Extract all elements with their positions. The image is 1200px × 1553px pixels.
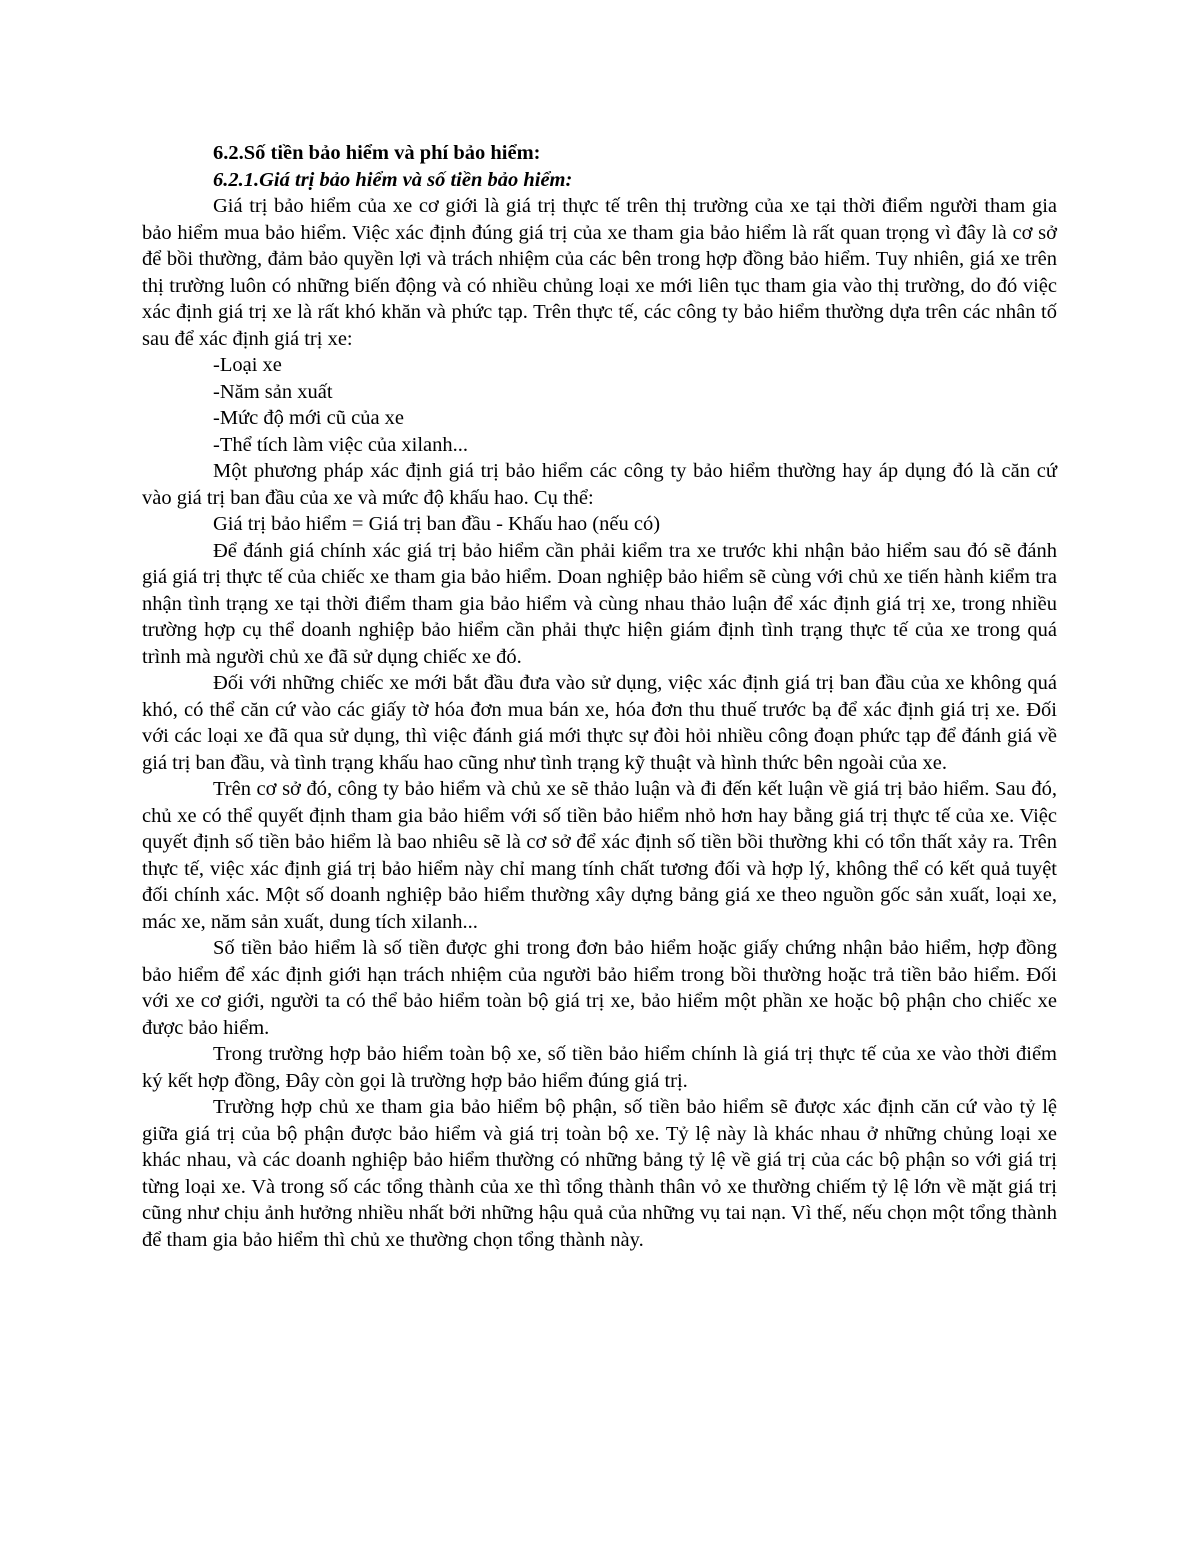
list-item-cylinder-volume: -Thể tích làm việc của xilanh... bbox=[213, 433, 469, 456]
formula-line: Giá trị bảo hiểm = Giá trị ban đầu - Khấu hao (nếu có) bbox=[213, 513, 661, 535]
document-page bbox=[142, 140, 1057, 1253]
paragraph-method: Một phương pháp xác định giá trị bảo hiểm các công ty bảo hiểm thường hay áp dụng đó là căn cứ vào giá trị ban đầu của xe và mức độ khấu hao. Cụ thể: bbox=[142, 460, 1057, 509]
list-item-vehicle-type: -Loại xe bbox=[213, 354, 282, 376]
section-heading: 6.2.Số tiền bảo hiểm và phí bảo hiểm: bbox=[213, 142, 541, 164]
paragraph-new-vehicles: Đối với những chiếc xe mới bắt đầu đưa vào sử dụng, việc xác định giá trị ban đầu của xe không quá khó, có thể căn cứ vào các giấy tờ hóa đơn mua bán xe, hóa đơn thu thuế trước bạ để xác định giá trị xe. Đối với các loại xe đã qua sử dụng, thì việc đánh giá mới thực sự đòi hỏi nhiều công đoạn phức tạp để đánh giá về giá trị ban đầu, và tình trạng khấu hao cũng như tình trạng kỹ thuật và hình thức bên ngoài của xe. bbox=[142, 672, 1057, 774]
subsection-heading: 6.2.1.Giá trị bảo hiểm và số tiền bảo hiểm: bbox=[213, 168, 573, 191]
paragraph-partial-insurance: Trường hợp chủ xe tham gia bảo hiểm bộ phận, số tiền bảo hiểm sẽ được xác định căn cứ vào tỷ lệ giữa giá trị của bộ phận được bảo hiểm và giá trị toàn bộ xe. Tỷ lệ này là khác nhau ở những chủng loại xe khác nhau, và các doanh nghiệp bảo hiểm thường có những bảng tỷ lệ về giá trị của các bộ phận so với giá trị từng loại xe. Và trong số các tổng thành của xe thì tổng thành thân vỏ xe thường chiếm tỷ lệ lớn về mặt giá trị cũng như chịu ảnh hưởng nhiều nhất bởi những hậu quả của những vụ tai nạn. Vì thế, nếu chọn một tổng thành để tham gia bảo hiểm thì chủ xe thường chọn tổng thành này. bbox=[142, 1096, 1057, 1251]
paragraph-agreement: Trên cơ sở đó, công ty bảo hiểm và chủ xe sẽ thảo luận và đi đến kết luận về giá trị bảo hiểm. Sau đó, chủ xe có thể quyết định tham gia bảo hiểm với số tiền bảo hiểm nhỏ hơn hay bằng giá trị thực tế của xe. Việc quyết định số tiền bảo hiểm là bao nhiêu sẽ là cơ sở để xác định số tiền bồi thường khi có tổn thất xảy ra. Trên thực tế, việc xác định giá trị bảo hiểm này chỉ mang tính chất tương đối và hợp lý, không thể có kết quả tuyệt đối chính xác. Một số doanh nghiệp bảo hiểm thường xây dựng bảng giá xe theo nguồn gốc sản xuất, loại xe, mác xe, năm sản xuất, dung tích xilanh... bbox=[142, 778, 1057, 933]
paragraph-sum-insured: Số tiền bảo hiểm là số tiền được ghi trong đơn bảo hiểm hoặc giấy chứng nhận bảo hiểm, hợp đồng bảo hiểm để xác định giới hạn trách nhiệm của người bảo hiểm trong bồi thường hoặc trả tiền bảo hiểm. Đối với xe cơ giới, người ta có thể bảo hiểm toàn bộ giá trị xe, bảo hiểm một phần xe hoặc bộ phận cho chiếc xe được bảo hiểm. bbox=[142, 937, 1057, 1039]
paragraph-full-insurance: Trong trường hợp bảo hiểm toàn bộ xe, số tiền bảo hiểm chính là giá trị thực tế của xe vào thời điểm ký kết hợp đồng, Đây còn gọi là trường hợp bảo hiểm đúng giá trị. bbox=[142, 1043, 1057, 1092]
list-item-vehicle-condition: -Mức độ mới cũ của xe bbox=[213, 407, 405, 429]
list-item-manufacture-year: -Năm sản xuất bbox=[213, 380, 333, 403]
paragraph-inspection: Để đánh giá chính xác giá trị bảo hiểm cần phải kiểm tra xe trước khi nhận bảo hiểm sau đó sẽ đánh giá giá trị thực tế của chiếc xe tham gia bảo hiểm. Doan nghiệp bảo hiểm sẽ cùng với chủ xe tiến hành kiểm tra nhận tình trạng xe tại thời điểm tham gia bảo hiểm và cùng nhau thảo luận để xác định giá trị xe, trong nhiều trường hợp cụ thể doanh nghiệp bảo hiểm cần phải thực hiện giám định tình trạng thực tế của xe trong quá trình mà người chủ xe đã sử dụng chiếc xe đó. bbox=[142, 539, 1057, 668]
paragraph-insured-value: Giá trị bảo hiểm của xe cơ giới là giá trị thực tế trên thị trường của xe tại thời điểm người tham gia bảo hiểm mua bảo hiểm. Việc xác định đúng giá trị của xe tham gia bảo hiểm là rất quan trọng vì đây là cơ sở để bồi thường, đảm bảo quyền lợi và trách nhiệm của các bên trong hợp đồng bảo hiểm. Tuy nhiên, giá xe trên thị trường luôn có những biến động và có nhiều chủng loại xe mới liên tục tham gia vào thị trường, do đó việc xác định giá trị xe là rất khó khăn và phức tạp. Trên thực tế, các công ty bảo hiểm thường dựa trên các nhân tố sau để xác định giá trị xe: bbox=[142, 195, 1057, 350]
